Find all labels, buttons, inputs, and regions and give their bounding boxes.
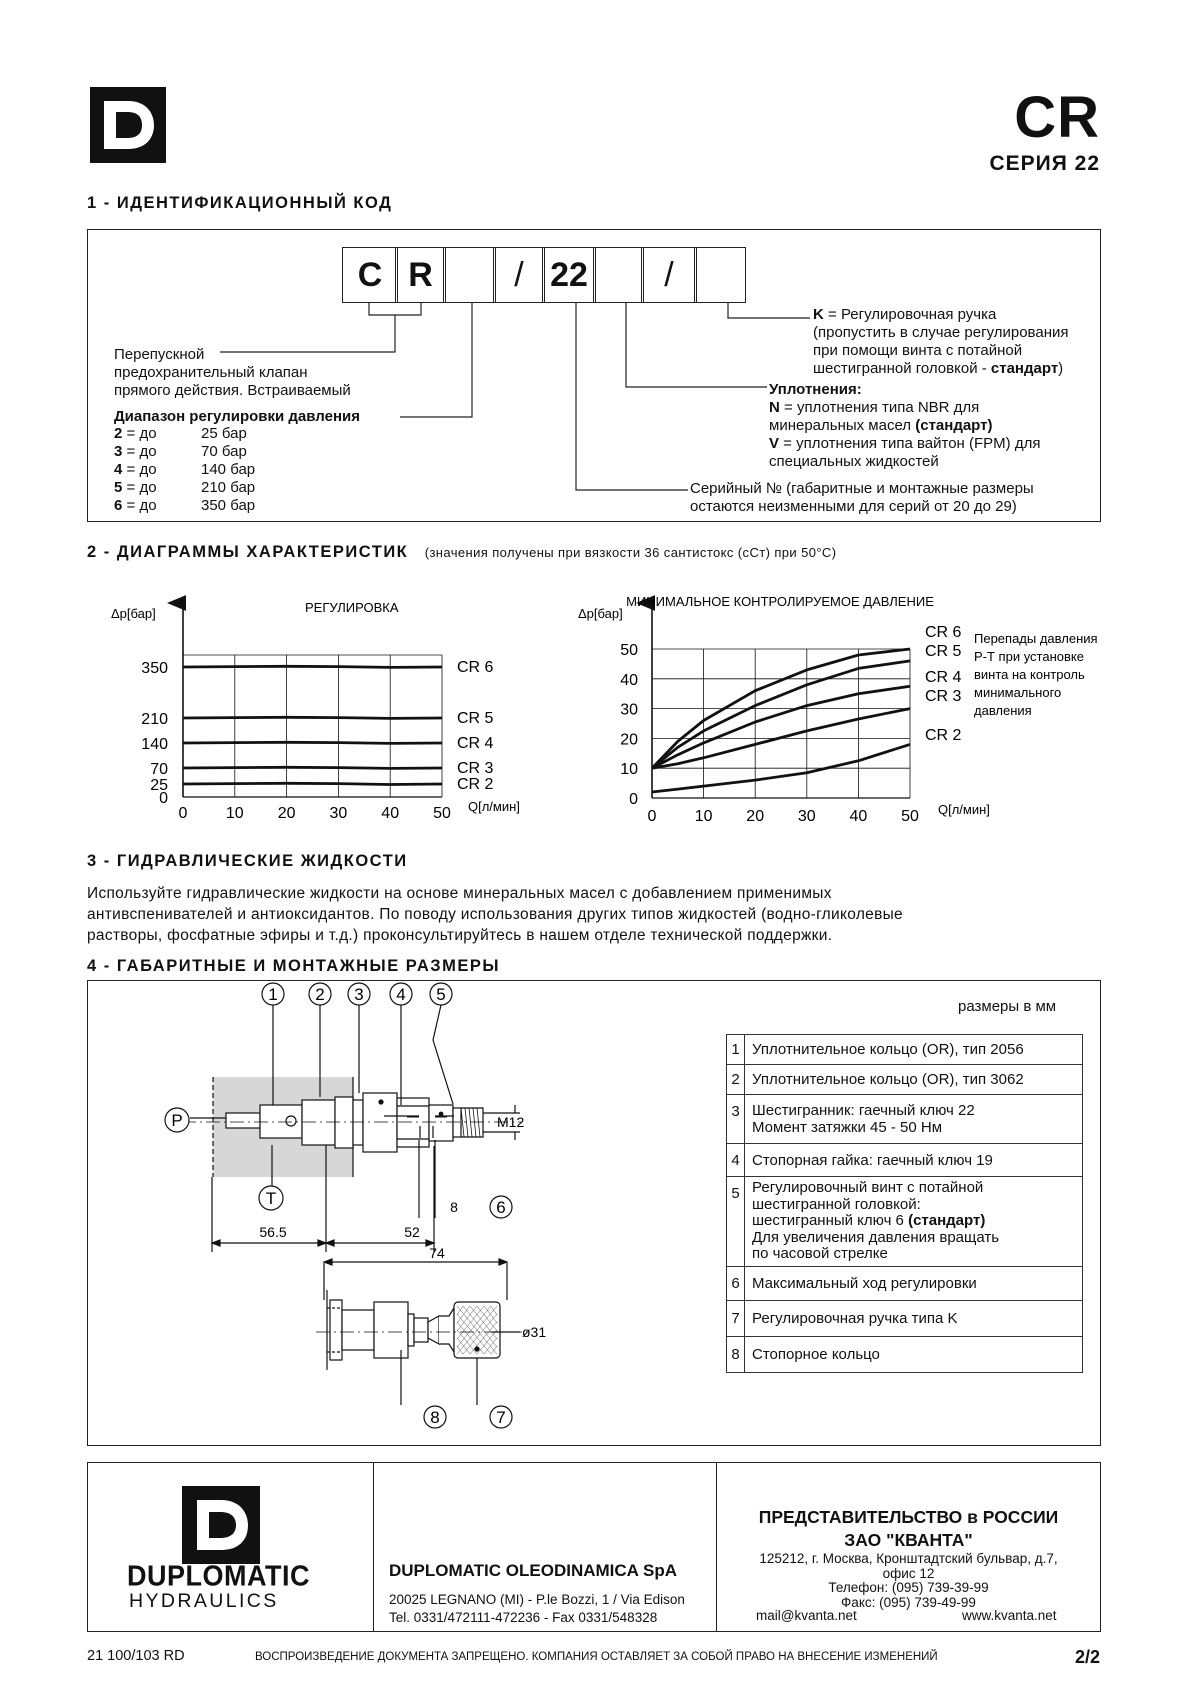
chart1-series-label: CR 5 xyxy=(457,710,494,727)
code-box-series: 22 xyxy=(542,247,596,303)
callout-6 xyxy=(490,1196,512,1218)
chart1-series-line xyxy=(183,742,442,743)
callout-8 xyxy=(424,1406,446,1428)
table-row: 6 Максимальный ход регулировки xyxy=(727,1266,1083,1300)
chart1-x-tick: 50 xyxy=(433,805,451,822)
chart1-series-label: CR 4 xyxy=(457,735,494,752)
table-row: 1 Уплотнительное кольцо (OR), тип 2056 xyxy=(727,1035,1083,1065)
footer-duplomatic-logo xyxy=(182,1486,260,1564)
company-address: 20025 LEGNANO (MI) - P.le Bozzi, 1 / Via Edison Tel. 0331/472111-472236 - Fax 0331/548328 xyxy=(389,1592,685,1625)
chart2-annotation xyxy=(974,631,1098,718)
chart2-series-label: CR 2 xyxy=(925,727,962,744)
pressure-range-list xyxy=(114,425,314,515)
port-p xyxy=(165,1108,189,1132)
chart1-title: РЕГУЛИРОВКА xyxy=(305,600,399,615)
footer-divider-1 xyxy=(373,1462,374,1632)
table-row: 3 Шестигранник: гаечный ключ 22 Момент затяжки 45 - 50 Нм xyxy=(727,1095,1083,1144)
svg-text:6: 6 xyxy=(496,1198,506,1217)
brand-name: DUPLOMATIC xyxy=(127,1560,310,1592)
chart1-y-label: Δp[бар] xyxy=(111,606,156,621)
section4-title: 4 - ГАБАРИТНЫЕ И МОНТАЖНЫЕ РАЗМЕРЫ xyxy=(87,957,501,975)
chart1-y-tick: 0 xyxy=(159,790,168,807)
page-number: 2/2 xyxy=(1074,1647,1100,1667)
svg-text:7: 7 xyxy=(496,1408,506,1427)
doc-code: 21 100/103 RD xyxy=(87,1648,185,1664)
model-title: CR xyxy=(1014,85,1100,150)
dim-56-5: 56.5 xyxy=(259,1224,287,1240)
pressure-range-4: 4 = до 140 бар xyxy=(114,461,256,478)
company-name: DUPLOMATIC OLEODINAMICA SpA xyxy=(389,1561,678,1580)
pressure-range-3: 3 = до 70 бар xyxy=(114,443,247,460)
rep-mail: mail@kvanta.net xyxy=(756,1608,857,1623)
table-row: 7 Регулировочная ручка типа K xyxy=(727,1300,1083,1336)
chart2-y-tick: 0 xyxy=(629,791,638,808)
stroke-dim-label: 8 xyxy=(450,1199,458,1215)
valve-drawing xyxy=(87,980,717,1446)
chart1-x-tick: 0 xyxy=(178,805,188,822)
chart1-series-line xyxy=(183,783,442,784)
pressure-range-6: 6 = до 350 бар xyxy=(114,497,256,514)
chart1-x-tick: 20 xyxy=(277,805,296,822)
chart2-series-label: CR 4 xyxy=(925,669,962,686)
chart2-x-tick: 30 xyxy=(797,808,816,825)
chart1-x-tick: 10 xyxy=(225,805,244,822)
copyright-notice: ВОСПРОИЗВЕДЕНИЕ ДОКУМЕНТА ЗАПРЕЩЕНО. КОМПАНИЯ ОСТАВЛЯЕТ ЗА СОБОЙ ПРАВО НА ВНЕСЕНИЕ ИЗМЕНЕНИЙ xyxy=(255,1651,938,1663)
callout-4 xyxy=(390,983,412,1005)
code-box-c: C xyxy=(342,247,398,303)
chart2-annotation-line: давления xyxy=(974,703,1032,718)
chart2-y-label: Δp[бар] xyxy=(578,606,623,621)
pressure-range-title: Диапазон регулировки давления xyxy=(114,408,360,425)
thread-label: M12 xyxy=(497,1114,525,1130)
svg-text:8: 8 xyxy=(430,1408,440,1427)
callout-2 xyxy=(309,983,331,1005)
units-note: размеры в мм xyxy=(958,998,1057,1015)
chart2-x-tick: 10 xyxy=(694,808,713,825)
chart1-x-tick: 30 xyxy=(329,805,348,822)
chart2-series xyxy=(652,649,910,792)
valve-description: Перепускной предохранительный клапан прямого действия. Встраиваемый xyxy=(114,346,351,399)
svg-text:T: T xyxy=(265,1189,277,1208)
chart2-annotation-line: минимального xyxy=(974,685,1062,700)
chart2-series-label: CR 6 xyxy=(925,624,962,641)
chart1-series-line xyxy=(183,767,442,768)
chart2-annotation-line: Перепады давления xyxy=(974,631,1098,646)
table-row: 4 Стопорная гайка: гаечный ключ 19 xyxy=(727,1144,1083,1177)
svg-text:1: 1 xyxy=(268,985,278,1004)
section3-title: 3 - ГИДРАВЛИЧЕСКИЕ ЖИДКОСТИ xyxy=(87,852,408,870)
rep-contacts: 125212, г. Москва, Кронштадтский бульвар, д.7, офис 12 Телефон: (095) 739-39-99 Факс: (095) 739-49-99 xyxy=(759,1551,1058,1610)
characteristic-charts xyxy=(0,585,1200,835)
callout-3 xyxy=(348,983,370,1005)
chart1-y-tick: 350 xyxy=(141,660,168,677)
svg-text:5: 5 xyxy=(436,985,446,1004)
pressure-range-2: 2 = до 25 бар xyxy=(114,425,247,442)
series-label: СЕРИЯ 22 xyxy=(989,152,1100,175)
chart2-x-tick: 0 xyxy=(647,808,657,825)
code-box-slash2: / xyxy=(641,247,697,303)
chart2-series-label: CR 5 xyxy=(925,643,962,660)
pressure-range-5: 5 = до 210 бар xyxy=(114,479,256,496)
brand-sub: HYDRAULICS xyxy=(129,1590,279,1612)
table-row: 5 Регулировочный винт с потайной шестигранной головкой: шестигранный ключ 6 (стандарт) Для увеличения давления вращать по часовой стрелке xyxy=(727,1177,1083,1267)
chart2-y-tick: 30 xyxy=(620,701,638,719)
chart2-annotation-line: винта на контроль xyxy=(974,667,1085,682)
serial-text: Серийный № (габаритные и монтажные размеры остаются неизменными для серий от 20 до 29) xyxy=(690,480,1034,515)
callout-5 xyxy=(430,983,452,1005)
chart2-x-label: Q[л/мин] xyxy=(938,802,990,817)
chart2-x-tick: 20 xyxy=(746,808,765,825)
section2-header xyxy=(87,543,836,562)
chart1-series xyxy=(183,666,442,784)
knob-option-text: K = Регулировочная ручка (пропустить в случае регулирования при помощи винта с потайной шестигранной головкой - стандарт) xyxy=(813,306,1069,377)
chart-min-pressure xyxy=(578,594,1098,825)
chart1-series-label: CR 3 xyxy=(457,760,494,777)
chart2-y-tick: 10 xyxy=(620,761,638,779)
chart2-y-tick: 40 xyxy=(620,671,638,689)
chart2-y-tick: 50 xyxy=(620,642,638,659)
chart2-annotation-line: Р-Т при установке xyxy=(974,649,1084,664)
fluids-text: Используйте гидравлические жидкости на основе минеральных масел с добавлением применимых антивспенивателей и антиоксидантов. По поводу использования других типов жидкостей (водно-гликолевые растворы, фосфатные эфиры и т.д.) проконсультируйтесь в нашем отделе технической поддержки. xyxy=(87,885,903,944)
chart1-y-tick: 140 xyxy=(141,736,168,753)
table-row: 2 Уплотнительное кольцо (OR), тип 3062 xyxy=(727,1065,1083,1095)
chart2-title: МИНИМАЛЬНОЕ КОНТРОЛИРУЕМОЕ ДАВЛЕНИЕ xyxy=(626,594,934,609)
chart2-x-tick: 50 xyxy=(901,808,919,825)
chart1-series-line xyxy=(183,666,442,667)
section2-note: (значения получены при вязкости 36 сантистокс (сСт) при 50°С) xyxy=(424,545,837,560)
svg-text:2: 2 xyxy=(315,985,325,1004)
seals-text: Уплотнения: N = уплотнения типа NBR для минеральных масел (стандарт) V = уплотнения типа вайтон (FPM) для специальных жидкостей xyxy=(769,381,1041,470)
svg-text:4: 4 xyxy=(396,985,406,1004)
dim-74: 74 xyxy=(429,1245,445,1261)
dim-52: 52 xyxy=(404,1224,420,1240)
section2-title: 2 - ДИАГРАММЫ ХАРАКТЕРИСТИК xyxy=(87,543,409,561)
rep-heading: ПРЕДСТАВИТЕЛЬСТВО в РОССИИ ЗАО "КВАНТА" xyxy=(758,1507,1059,1550)
code-box-r: R xyxy=(395,247,446,303)
chart2-y-tick: 20 xyxy=(620,731,638,749)
svg-text:P: P xyxy=(171,1111,183,1130)
svg-text:3: 3 xyxy=(354,985,364,1004)
callout-7 xyxy=(490,1406,512,1428)
chart1-y-tick: 25 xyxy=(150,777,168,794)
chart1-x-tick: 40 xyxy=(381,805,400,822)
chart1-series-line xyxy=(183,717,442,718)
chart1-y-tick: 210 xyxy=(141,711,168,728)
section1-title: 1 - ИДЕНТИФИКАЦИОННЫЙ КОД xyxy=(87,194,393,212)
parts-table xyxy=(726,1034,1083,1373)
callout-1 xyxy=(262,983,284,1005)
chart2-x-tick: 40 xyxy=(849,808,868,825)
rep-web: www.kvanta.net xyxy=(962,1608,1057,1623)
table-row: 8 Стопорное кольцо xyxy=(727,1336,1083,1372)
chart1-series-label: CR 6 xyxy=(457,659,494,676)
chart1-series-label: CR 2 xyxy=(457,776,494,793)
port-t xyxy=(259,1186,283,1210)
code-box-slash1: / xyxy=(493,247,545,303)
chart-regulation xyxy=(111,600,520,822)
chart1-grid xyxy=(183,655,442,797)
chart1-x-label: Q[л/мин] xyxy=(468,799,520,814)
knob-diameter-label: ø31 xyxy=(522,1324,547,1340)
chart2-series-label: CR 3 xyxy=(925,688,962,705)
chart1-y-tick: 70 xyxy=(150,761,168,778)
